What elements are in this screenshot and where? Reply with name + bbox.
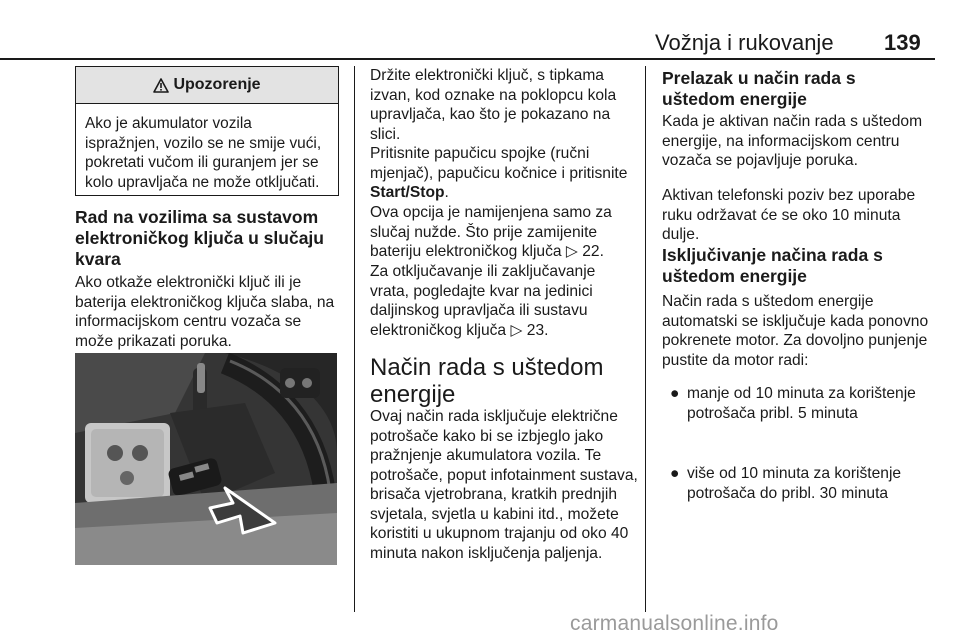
page-reference-link[interactable]: 22. [582,243,604,260]
bullet-icon: ● [670,465,680,482]
column-divider-2 [645,66,646,612]
paragraph-key-failure: Ako otkaže elektronički ključ ili je baterija elektroničkog ključa slaba, na informacijskom centru vozača se može prikazati poruka. [75,274,335,350]
steering-column-photo [75,353,337,565]
paragraph-press-pedals-end: . [444,184,449,201]
watermark: carmanualsonline.info [570,612,779,635]
paragraph-phone-call: Aktivan telefonski poziv bez uporabe ruku održavat će se oko 10 minuta dulje. [662,187,916,243]
paragraph-lock-unlock-text: Za otključavanje ili zaključavanje vrata, pogledajte kvar na jedinici daljinskog upravljača ili sustavu elektroničkog ključa [370,263,596,339]
paragraph-emergency-only [370,203,638,262]
page-number: 139 [884,30,921,55]
column-divider-1 [354,66,355,612]
warning-header [76,67,338,104]
list-item [662,464,957,503]
page-reference-icon: ▷ [510,321,523,339]
paragraph-energy-saving: Ovaj način rada isključuje električne potrošače kako bi se izbjeglo jako pražnjenje akumulatora vozila. Te potrošače, poput infotainment sustava, brisača vjetrobrana, kratkih prednjih svjetala, svjetla u kabini itd., možete koristiti u ukupnom trajanju od oko 40 minuta nakon isključenja paljenja. [370,408,638,562]
warning-triangle-icon [153,78,169,93]
page-reference-icon: ▷ [565,243,578,260]
running-header-title: Vožnja i rukovanje [655,30,834,55]
start-stop-label: Start/Stop [370,184,445,201]
list-item [662,384,957,423]
paragraph-press-pedals-text: Pritisnite papučicu spojke (ručni mjenjač), papučicu kočnice i pritisnite [370,145,628,182]
list-item-text: više od 10 minuta za korištenje potrošača do pribl. 30 minuta [687,465,902,502]
section-heading-energy-saving: Način rada s uštedom energije [370,354,604,408]
paragraph-exit-mode: Način rada s uštedom energije automatski se isključuje kada ponovno pokrenete motor. Za dovoljno punjenje pustite da motor radi: [662,293,929,369]
section-heading-exit-mode: Isključivanje načina rada s uštedom energije [662,245,883,286]
header-rule [0,58,935,60]
list-item-text: manje od 10 minuta za korištenje potrošača pribl. 5 minuta [687,385,916,422]
section-heading-enter-mode: Prelazak u način rada s uštedom energije [662,68,856,109]
paragraph-hold-key: Držite elektronički ključ, s tipkama izvan, kod oznake na poklopcu kola upravljača, kao što je pokazano na slici. [370,67,617,143]
section-heading-emergency-key: Rad na vozilima sa sustavom elektroničkog ključa u slučaju kvara [75,207,324,269]
warning-box [75,66,339,196]
steering-column-illustration [75,353,337,565]
warning-title: Upozorenje [173,76,261,93]
paragraph-lock-unlock [370,262,638,340]
paragraph-press-pedals [370,144,638,203]
page-reference-link[interactable]: 23. [526,321,549,339]
bullet-icon: ● [670,385,680,402]
paragraph-emergency-only-text: Ova opcija je namijenjena samo za slučaj nužde. Što prije zamijenite bateriju elektroničkog ključa [370,204,612,260]
warning-text: Ako je akumulator vozila ispražnjen, vozilo se ne smije vući, pokretati vučom ili guranjem jer se kolo upravljača ne može otključati. [85,115,322,191]
paragraph-mode-active: Kada je aktivan način rada s uštedom energije, na informacijskom centru vozača se pojavljuje poruka. [662,113,923,169]
